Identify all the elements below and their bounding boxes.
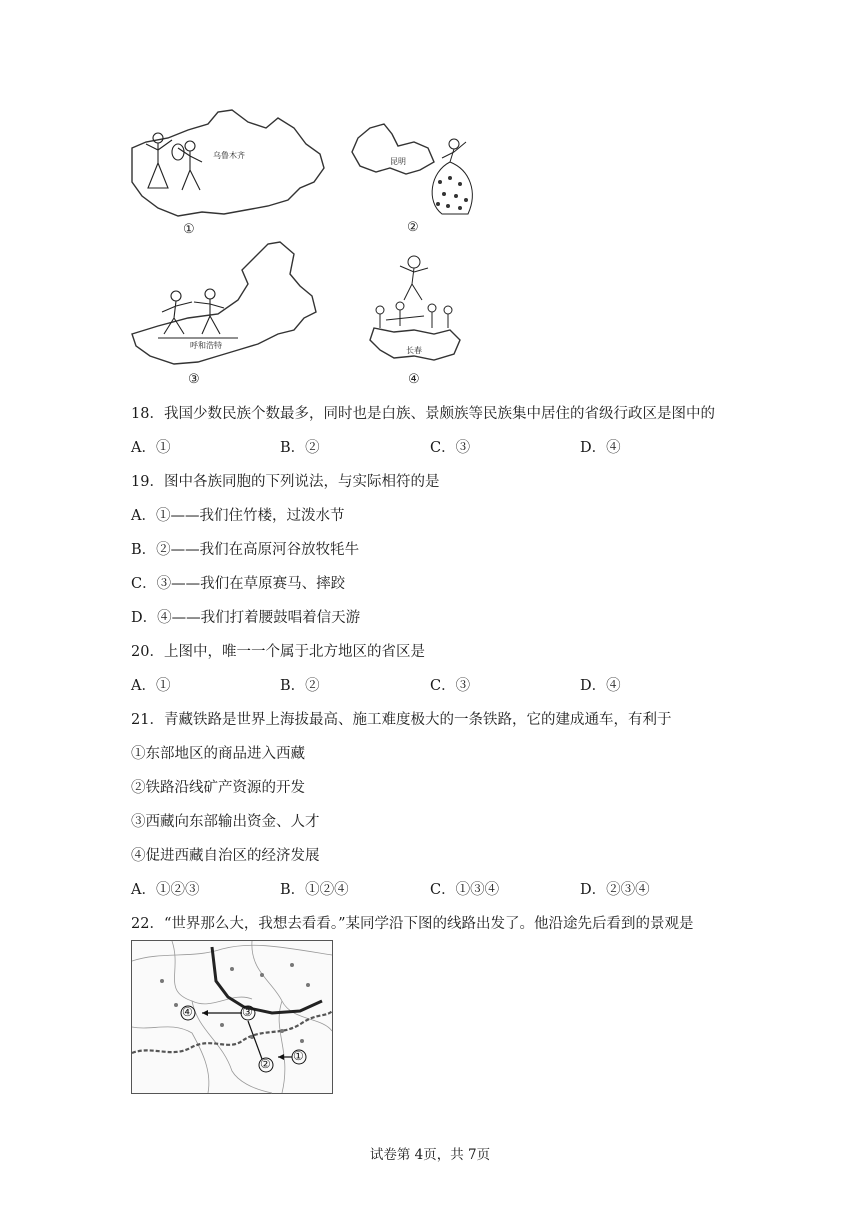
q18-option-c[interactable]: C．③ [430,440,471,456]
q20-option-b[interactable]: B．② [280,678,320,694]
city-label: 乌鲁木齐 [213,151,245,160]
route-label-3: ③ [242,1005,253,1019]
q21-statement-2: ②铁路沿线矿产资源的开发 [131,780,305,796]
q21-statement-1: ①东部地区的商品进入西藏 [131,746,305,762]
question-19-stem: 19．图中各族同胞的下列说法，与实际相符的是 [131,474,440,490]
map-figure-3 [128,238,328,390]
q19-option-d[interactable]: D．④——我们打着腰鼓唱着信天游 [131,610,361,626]
route-label-2: ② [260,1057,271,1071]
page-footer: 试卷第 4页，共 7页 [369,1147,491,1163]
figure-caption: ③ [188,372,200,387]
question-18-stem: 18．我国少数民族个数最多，同时也是白族、景颇族等民族集中居住的省级行政区是图中的 [131,406,715,422]
q21-option-b[interactable]: B．①②④ [280,882,349,898]
q21-statement-3: ③西藏向东部输出资金、人才 [131,814,320,830]
q21-statement-4: ④促进西藏自治区的经济发展 [131,848,320,864]
question-21-stem: 21．青藏铁路是世界上海拔最高、施工难度极大的一条铁路，它的建成通车，有利于 [131,712,672,728]
province-outline-3 [128,238,328,368]
province-outline-2 [350,122,480,217]
q21-option-c[interactable]: C．①③④ [430,882,500,898]
route-label-4: ④ [182,1005,193,1019]
route-map [131,940,333,1094]
q19-option-a[interactable]: A．①——我们住竹楼，过泼水节 [131,508,345,524]
question-22-stem: 22．“世界那么大，我想去看看。”某同学沿下图的线路出发了。他沿途先后看到的景观是 [131,916,694,932]
map-figure-1 [128,108,328,240]
route-map-drawing [132,941,332,1093]
figure-caption: ② [407,220,419,235]
city-label: 昆明 [390,157,406,166]
q19-option-c[interactable]: C．③——我们在草原赛马、摔跤 [131,576,346,592]
province-outline-1 [128,108,328,218]
q18-option-d[interactable]: D．④ [580,440,621,456]
q20-option-d[interactable]: D．④ [580,678,621,694]
city-label: 长春 [406,346,422,355]
q18-option-a[interactable]: A．① [131,440,171,456]
q19-option-b[interactable]: B．②——我们在高原河谷放牧牦牛 [131,542,360,558]
figure-caption: ① [183,222,195,237]
q20-option-c[interactable]: C．③ [430,678,471,694]
route-label-1: ① [293,1049,304,1063]
q20-option-a[interactable]: A．① [131,678,171,694]
q18-option-b[interactable]: B．② [280,440,320,456]
q21-option-a[interactable]: A．①②③ [131,882,200,898]
figure-caption: ④ [408,372,420,387]
map-figure-2 [350,122,480,242]
city-label: 呼和浩特 [190,341,222,350]
q21-option-d[interactable]: D．②③④ [580,882,650,898]
question-20-stem: 20．上图中，唯一一个属于北方地区的省区是 [131,644,425,660]
map-figure-4 [364,250,474,390]
